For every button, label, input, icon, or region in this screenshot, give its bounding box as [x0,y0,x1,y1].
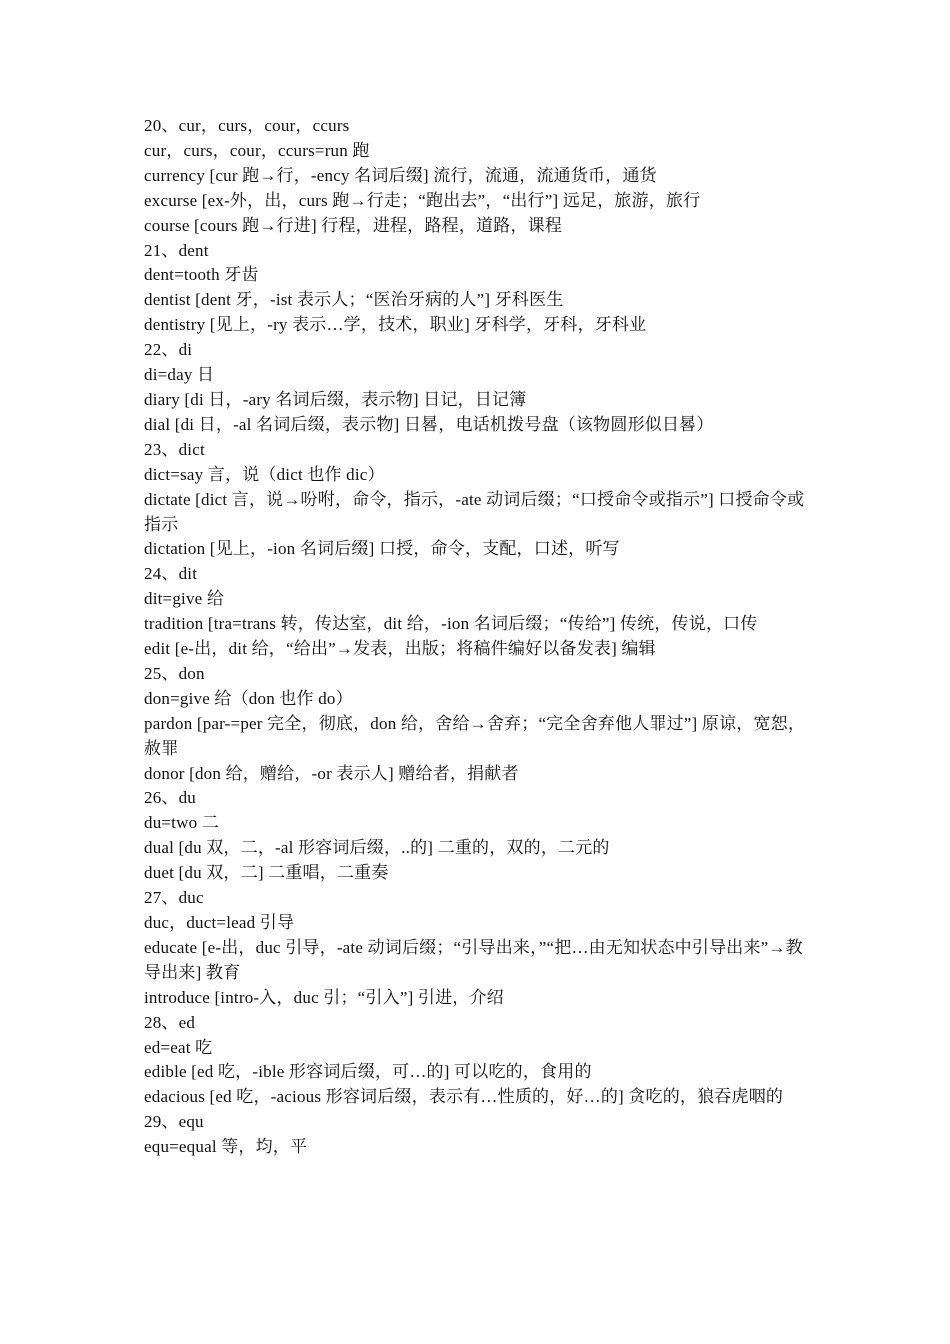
word-entry-edible: edible [ed 吃，-ible 形容词后缀，可…的] 可以吃的，食用的 [144,1062,592,1082]
section-heading-24: 24、dit [144,564,198,584]
word-entry-pardon: pardon [par-=per 完全，彻底，don 给，舍给→舍弃；“完全舍弃他人罪过”] 原谅，宽恕，赦罪 [144,713,806,758]
word-entry-donor: donor [don 给，赠给，-or 表示人] 赠给者，捐献者 [144,763,519,783]
word-entry-diary: diary [di 日，-ary 名词后缀，表示物] 日记，日记簿 [144,389,527,409]
section-heading-28: 28、ed [144,1012,196,1032]
root-definition: du=two 二 [144,813,219,833]
word-entry-excurse: excurse [ex-外，出，curs 跑→行走；“跑出去”，“出行”] 远足，旅游，旅行 [144,190,701,210]
word-entry-dentistry: dentistry [见上，-ry 表示…学，技术，职业] 牙科学，牙科，牙科业 [144,315,647,335]
word-entry-edacious: edacious [ed 吃，-acious 形容词后缀，表示有…性质的，好…的] 贪吃的，狼吞虎咽的 [144,1087,784,1107]
document-body [144,114,810,1160]
section-heading-20: 20、cur，curs，cour，ccurs [144,116,350,135]
root-definition: duc，duct=lead 引导 [144,913,295,932]
section-heading-21: 21、dent [144,240,209,260]
root-definition: di=day 日 [144,365,215,385]
section-heading-22: 22、di [144,340,193,360]
section-heading-27: 27、duc [144,888,204,908]
word-entry-edit: edit [e-出，dit 给，“给出”→发表，出版；将稿件编好以备发表] 编辑 [144,639,656,659]
word-entry-dual: dual [du 双，二，-al 形容词后缀，..的] 二重的，双的，二元的 [144,838,610,858]
word-entry-tradition: tradition [tra=trans 转，传达室，dit 给，-ion 名词后缀；“传给”] 传统，传说，口传 [144,614,758,634]
word-entry-dentist: dentist [dent 牙，-ist 表示人；“医治牙病的人”] 牙科医生 [144,290,564,310]
root-definition: cur，curs，cour，ccurs=run 跑 [144,140,370,160]
section-heading-29: 29、equ [144,1112,204,1132]
word-entry-duet: duet [du 双，二] 二重唱，二重奏 [144,863,389,883]
section-heading-25: 25、don [144,663,205,683]
root-definition: don=give 给（don 也作 do） [144,688,353,708]
root-definition: dent=tooth 牙齿 [144,265,259,285]
root-definition: ed=eat 吃 [144,1037,213,1057]
section-heading-23: 23、dict [144,439,205,459]
word-entry-educate: educate [e-出，duc 引导，-ate 动词后缀；“引导出来，”“把…由无知状态中引导出来”→教导出来] 教育 [144,937,803,982]
word-entry-dictation: dictation [见上，-ion 名词后缀] 口授，命令，支配，口述，听写 [144,539,620,559]
word-entry-dial: dial [di 日，-al 名词后缀，表示物] 日晷，电话机拨号盘（该物圆形似日晷） [144,414,714,434]
root-definition: equ=equal 等，均，平 [144,1137,308,1157]
word-entry-introduce: introduce [intro-入，duc 引；“引入”] 引进，介绍 [144,987,504,1007]
section-heading-26: 26、du [144,788,196,808]
word-entry-dictate: dictate [dict 言，说→吩咐，命令，指示，-ate 动词后缀；“口授命令或指示”] 口授命令或指示 [144,489,805,534]
root-definition: dit=give 给 [144,589,225,609]
word-entry-currency: currency [cur 跑→行，-ency 名词后缀] 流行，流通，流通货币，通货 [144,165,657,185]
root-definition: dict=say 言，说（dict 也作 dic） [144,464,385,484]
word-entry-course: course [cours 跑→行进] 行程，进程，路程，道路，课程 [144,215,563,235]
